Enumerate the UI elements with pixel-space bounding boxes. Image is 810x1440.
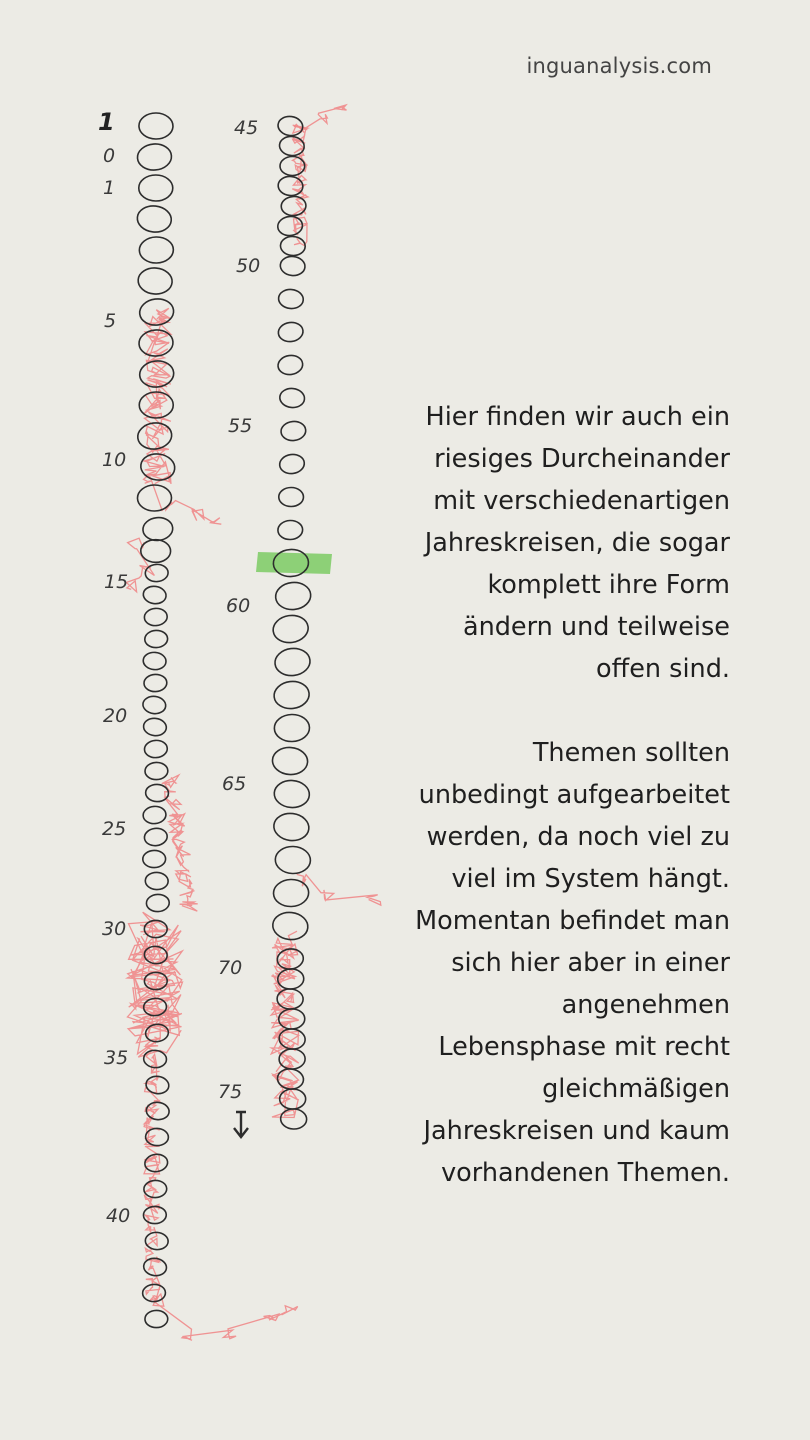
age-label: 20 — [103, 705, 128, 727]
year-ring — [274, 647, 312, 678]
age-label: 35 — [104, 1047, 129, 1069]
age-label: 5 — [104, 310, 117, 332]
year-ring — [145, 1310, 168, 1328]
scribble-col1-upper — [144, 308, 171, 484]
year-ring — [281, 196, 307, 217]
scribble-col1-15 — [126, 538, 154, 592]
year-ring — [272, 746, 309, 775]
age-labels — [98, 108, 260, 1227]
year-ring — [144, 740, 168, 759]
year-ring — [145, 872, 169, 890]
year-ring — [279, 387, 305, 408]
year-ring — [277, 354, 304, 376]
year-ring — [271, 613, 310, 645]
year-ring — [137, 267, 173, 296]
year-ring — [144, 674, 168, 692]
year-ring — [139, 175, 173, 201]
year-ring — [143, 827, 168, 847]
year-ring — [279, 255, 306, 276]
year-ring — [275, 846, 311, 874]
year-ring — [145, 564, 169, 583]
year-ring — [144, 630, 168, 648]
age-label: 1 — [103, 177, 116, 199]
year-ring — [273, 680, 311, 711]
age-label: 10 — [102, 449, 127, 471]
age-label: 25 — [102, 818, 127, 840]
age-label: 60 — [226, 595, 251, 617]
year-rings-drawing — [0, 0, 400, 1440]
year-ring — [146, 894, 170, 912]
scribble-col1-30 — [127, 912, 182, 1057]
age-label: 1 — [98, 108, 115, 136]
year-ring — [143, 850, 166, 868]
age-label: 15 — [104, 571, 129, 593]
year-ring — [277, 321, 304, 343]
paragraph-1: Hier finden wir auch ein riesiges Durcheinander mit verschiedenartigen Jahreskreisen, die sogar komplett ihre Form ändern und teilweise offen sind. — [424, 402, 730, 684]
age-label: 70 — [218, 957, 243, 979]
year-ring — [145, 762, 168, 780]
age-label: 55 — [228, 415, 253, 437]
year-ring — [143, 717, 167, 737]
scribble-col2-68 — [297, 874, 381, 905]
description-text — [405, 396, 730, 1194]
arrow-icon — [234, 1112, 248, 1137]
year-ring — [142, 516, 174, 541]
ring-column-1 — [136, 113, 176, 1328]
year-ring — [278, 288, 304, 309]
year-ring — [280, 420, 306, 441]
year-ring — [143, 652, 167, 671]
age-label: 65 — [222, 773, 247, 795]
year-ring — [143, 806, 167, 825]
age-label: 0 — [103, 145, 116, 167]
year-ring — [139, 237, 174, 264]
year-ring — [279, 487, 304, 506]
year-ring — [137, 143, 173, 171]
year-ring — [279, 453, 306, 475]
highlighted-ring-marker — [256, 552, 332, 574]
year-ring — [139, 113, 173, 140]
year-ring — [280, 236, 306, 256]
year-ring — [136, 204, 173, 233]
paragraph-2: Themen sollten unbedingt aufgearbeitet werden, da noch viel zu viel im System hängt. Momentan befindet man sich hier aber in einer angenehmen Lebensphase mit recht gleichmäßigen Jahreskreisen und kaum vorhandenen Themen. — [415, 738, 730, 1188]
age-label: 45 — [234, 117, 259, 139]
age-label: 30 — [102, 918, 127, 940]
scribble-col1-tail — [153, 1294, 298, 1340]
year-ring — [272, 811, 310, 842]
year-ring — [271, 911, 309, 942]
year-ring — [273, 779, 310, 808]
year-ring — [274, 581, 312, 611]
year-ring — [142, 585, 167, 605]
year-ring — [274, 714, 310, 742]
site-url: inguanalysis.com — [526, 54, 712, 78]
age-label: 50 — [236, 255, 261, 277]
age-label: 40 — [106, 1205, 131, 1227]
scribble-col2-45 — [292, 124, 308, 245]
age-label: 75 — [218, 1081, 243, 1103]
year-ring — [278, 520, 303, 540]
year-ring — [273, 879, 309, 907]
year-ring — [141, 539, 171, 562]
year-ring — [144, 608, 168, 627]
year-ring — [277, 215, 303, 236]
year-ring — [142, 695, 167, 715]
